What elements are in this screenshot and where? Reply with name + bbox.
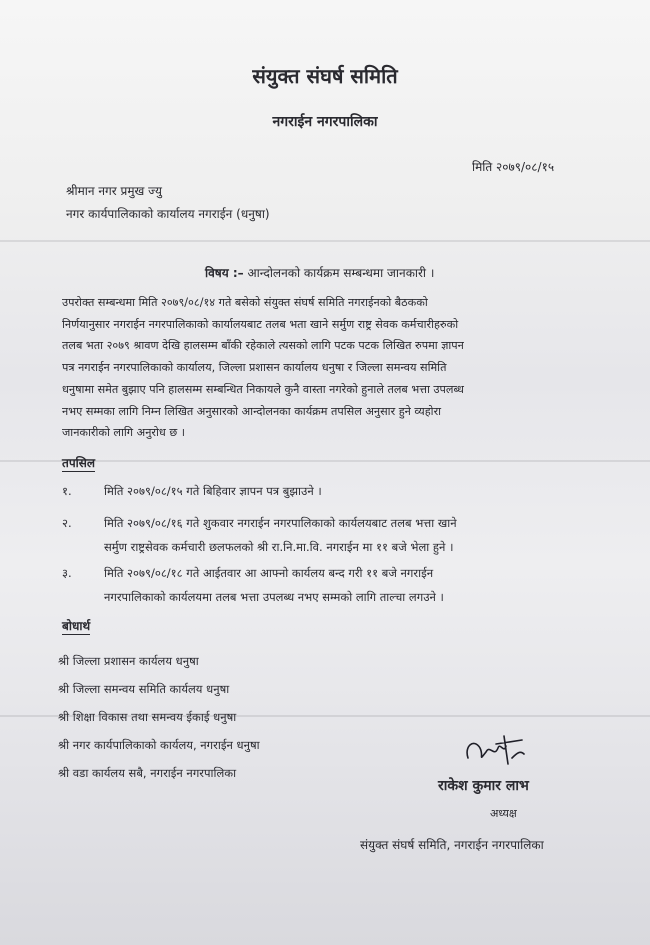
schedule-item-text: मिति २०७९/०८/१८ गते आईतवार आ आफ्नो कार्यलय बन्द गरी ११ बजे नगराईन <box>104 566 434 580</box>
body-line: पत्र नगराईन नगरपालिकाको कार्यालय, जिल्ला प्रशासन कार्यालय धनुषा र जिल्ला समन्वय समिति <box>62 361 447 375</box>
subject-label: विषय :– <box>205 266 244 280</box>
cc-item: श्री वडा कार्यलय सबै, नगराईन नगरपालिका <box>58 766 237 780</box>
schedule-item-number: २. <box>62 516 72 530</box>
schedule-item-text: सर्मुण राष्ट्रसेवक कर्मचारी छलफलको श्री रा.नि.मा.वि. नगराईन मा ११ बजे भेला हुने । <box>104 540 454 554</box>
organization-title: संयुक्त संघर्ष समिति <box>252 64 398 88</box>
schedule-item-text: मिति २०७९/०८/१६ गते शुकवार नगराईन नगरपालिकाको कार्यलयबाट तलब भत्ता खाने <box>104 516 457 530</box>
paper-fold-line <box>0 240 650 242</box>
signatory-name: राकेश कुमार लाभ <box>438 778 529 794</box>
recipient: श्रीमान नगर प्रमुख ज्यु <box>66 184 162 198</box>
body-line: जानकारीको लागि अनुरोध छ । <box>62 426 185 440</box>
body-paragraph <box>62 292 642 444</box>
letter-date: मिति २०७९/०८/१५ <box>472 160 555 174</box>
signatory-organization: संयुक्त संघर्ष समिति, नगराईन नगरपालिका <box>360 838 544 852</box>
body-line: धनुषामा समेत बुझाए पनि हालसम्म सम्बन्धित निकायले कुनै वास्ता नगरेको हुनाले तलब भत्ता उपलब्ध <box>62 382 464 396</box>
schedule-heading: तपसिल <box>62 456 96 470</box>
schedule-item-text: मिति २०७९/०८/१५ गते बिहिवार ज्ञापन पत्र बुझाउने । <box>104 484 322 498</box>
subject-text: आन्दोलनको कार्यक्रम सम्बन्धमा जानकारी । <box>247 266 435 280</box>
body-line: नभए सम्मका लागि निम्न लिखित अनुसारको आन्दोलनका कार्यक्रम तपसिल अनुसार हुने व्यहोरा <box>62 404 442 418</box>
schedule-item-text: नगरपालिकाको कार्यलयमा तलब भत्ता उपलब्ध नभए सम्मको लागि ताल्चा लगउने । <box>104 590 444 604</box>
cc-item: श्री शिक्षा विकास तथा समन्वय ईकाई धनुषा <box>58 710 237 724</box>
municipality-subtitle: नगराईन नगरपालिका <box>272 114 378 130</box>
cc-item: श्री नगर कार्यपालिकाको कार्यलय, नगराईन धनुषा <box>58 738 260 752</box>
subject-line <box>205 264 434 281</box>
cc-item: श्री जिल्ला समन्वय समिति कार्यलय धनुषा <box>58 682 230 696</box>
schedule-item-number: १. <box>62 484 72 498</box>
schedule-item-number: ३. <box>62 566 72 580</box>
recipient-office: नगर कार्यपालिकाको कार्यालय नगराईन (धनुषा) <box>66 207 270 221</box>
paper-fold-line <box>0 460 650 462</box>
body-line: उपरोक्त सम्बन्धमा मिति २०७९/०८/१४ गते बसेको संयुक्त संघर्ष समिति नगराईनको बैठकको <box>62 296 428 309</box>
body-line: निर्णयानुसार नगराईन नगरपालिकाको कार्यालयबाट तलब भता खाने सर्मुण राष्ट्र सेवक कर्मचारीहरुको <box>62 317 459 331</box>
cc-heading: बोधार्थ <box>62 619 91 633</box>
handwritten-signature <box>460 728 530 770</box>
signatory-role: अध्यक्ष <box>490 807 517 820</box>
cc-item: श्री जिल्ला प्रशासन कार्यलय धनुषा <box>58 654 199 668</box>
body-line: तलब भता २०७९ श्रावण देखि हालसम्म बाँकी रहेकाले त्यसको लागि पटक पटक लिखित रुपमा ज्ञापन <box>62 339 464 353</box>
